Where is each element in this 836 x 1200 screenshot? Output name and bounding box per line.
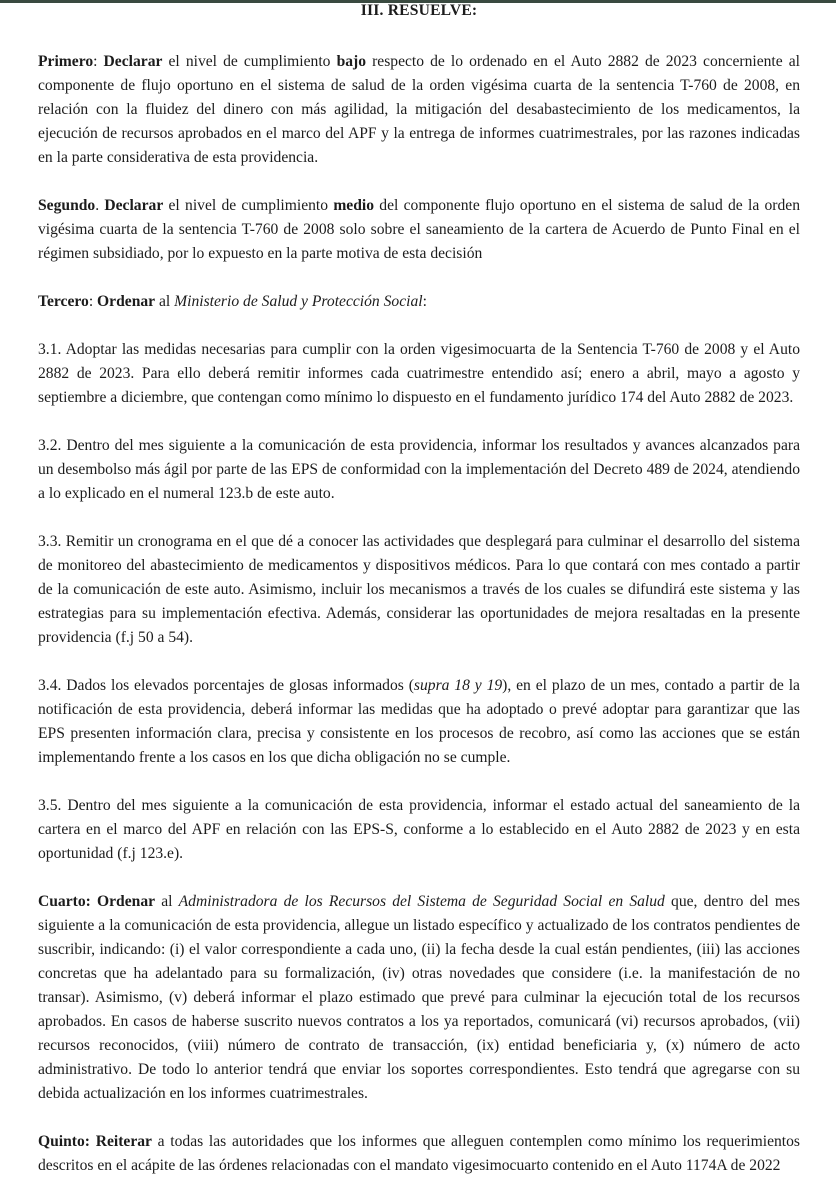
resolution-verb: Ordenar — [97, 293, 156, 310]
resolution-tercero: Tercero: Ordenar al Ministerio de Salud y Protección Social: — [38, 293, 427, 310]
resolution-quinto: Quinto: Reiterar a todas las autoridades que los informes que alleguen contemplen como mínimo los requerimientos descritos en el acápite de las órdenes relacionadas con el mandato vigesimocuarto contenido en el Auto 1174A de 2022 — [38, 1133, 801, 1174]
citation: supra 18 y 19 — [413, 677, 503, 694]
resolution-segundo: Segundo. Declarar el nivel de cumplimiento medio del componente flujo oportuno en el sistema de salud de la orden vigésima cuarta de la sentencia T-760 de 2008 solo sobre el saneamiento de la cartera de Acuerdo de Punto Final en el régimen subsidiado, por lo expuesto en la parte motiva de esta decisión — [38, 197, 800, 262]
entity-name: Ministerio de Salud y Protección Social — [174, 293, 423, 310]
resolution-label: Tercero — [38, 293, 89, 310]
resolution-cuarto: Cuarto: Ordenar al Administradora de los Recursos del Sistema de Seguridad Social en Salud que, dentro del mes siguiente a la comunicación de esta providencia, allegue un listado específico y actualizado de los contratos pendientes de suscribir, indicando: (i) el valor correspondiente a cada uno, (ii) la fecha desde la cual están pendientes, (iii) las acciones concretas que ha adelantado para su formalización, (iv) otras novedades que considere (i.e. la manifestación de no transar). Asimismo, (v) deberá informar el plazo estimado que prevé para culminar la ejecución total de los recursos aprobados. En casos de haberse suscrito nuevos contratos a los ya reportados, comunicará (vi) recursos aprobados, (vii) recursos reconocidos, (viii) número de contrato de transacción, (ix) entidad beneficiaria y, (x) número de acto administrativo. De todo lo anterior tendrá que enviar los soportes correspondientes. Esto tendrá que agregarse con su debida actualización en los informes cuatrimestrales. — [38, 893, 800, 1102]
order-item-3-1: 3.1. Adoptar las medidas necesarias para cumplir con la orden vigesimocuarta de la Sentencia T-760 de 2008 y el Auto 2882 de 2023. Para ello deberá remitir informes cada cuatrimestre entendido así; enero a abril, mayo a agosto y septiembre a diciembre, que contengan como mínimo lo dispuesto en el fundamento jurídico 174 del Auto 2882 de 2023. — [38, 341, 800, 406]
resolution-label: Segundo — [38, 197, 96, 214]
section-heading: III. RESUELVE: — [360, 2, 478, 19]
document-page — [38, 0, 800, 1178]
order-item-3-2: 3.2. Dentro del mes siguiente a la comunicación de esta providencia, informar los resultados y avances alcanzados para un desembolso más ágil por parte de las EPS de conformidad con la implementación del Decreto 489 de 2024, atendiendo a lo explicado en el numeral 123.b de este auto. — [38, 437, 800, 502]
resolution-label: Cuarto: Ordenar — [38, 893, 156, 910]
resolution-label: Quinto: Reiterar — [38, 1133, 152, 1150]
resolution-verb: Declarar — [103, 53, 163, 70]
compliance-level: bajo — [336, 53, 367, 70]
order-item-3-3: 3.3. Remitir un cronograma en el que dé a conocer las actividades que desplegará para culminar el desarrollo del sistema de monitoreo del abastecimiento de medicamentos y dispositivos médicos. Para lo que contará con mes contado a partir de la comunicación de este auto. Asimismo, incluir los mecanismos a través de los cuales se difundirá este sistema y las estrategias para su implementación efectiva. Además, considerar las oportunidades de mejora resaltadas en la presente providencia (f.j 50 a 54). — [38, 533, 800, 646]
order-item-3-5: 3.5. Dentro del mes siguiente a la comunicación de esta providencia, informar el estado actual del saneamiento de la cartera en el marco del APF en relación con las EPS-S, conforme a lo establecido en el Auto 2882 de 2023 y en esta oportunidad (f.j 123.e). — [38, 797, 800, 862]
entity-name: Administradora de los Recursos del Sistema de Seguridad Social en Salud — [178, 893, 665, 910]
order-item-3-4: 3.4. Dados los elevados porcentajes de glosas informados (supra 18 y 19), en el plazo de un mes, contado a partir de la notificación de esta providencia, deberá informar las medidas que ha adoptado o prevé adoptar para garantizar que las EPS presenten información clara, precisa y consistente en los procesos de recobro, así como las acciones que se están implementando frente a los casos en los que dicha obligación no se cumple. — [38, 677, 800, 766]
compliance-level: medio — [333, 197, 375, 214]
resolution-primero: Primero: Declarar el nivel de cumplimiento bajo respecto de lo ordenado en el Auto 2882 de 2023 concerniente al componente de flujo oportuno en el sistema de salud de la orden vigésima cuarta de la sentencia T-760 de 2008, en relación con la fluidez del dinero con más agilidad, la mitigación del desabastecimiento de los medicamentos, la ejecución de recursos aprobados en el marco del APF y la entrega de informes cuatrimestrales, por las razones indicadas en la parte considerativa de esta providencia. — [38, 53, 801, 166]
resolution-label: Primero — [38, 53, 94, 70]
resolution-verb: Declarar — [104, 197, 164, 214]
